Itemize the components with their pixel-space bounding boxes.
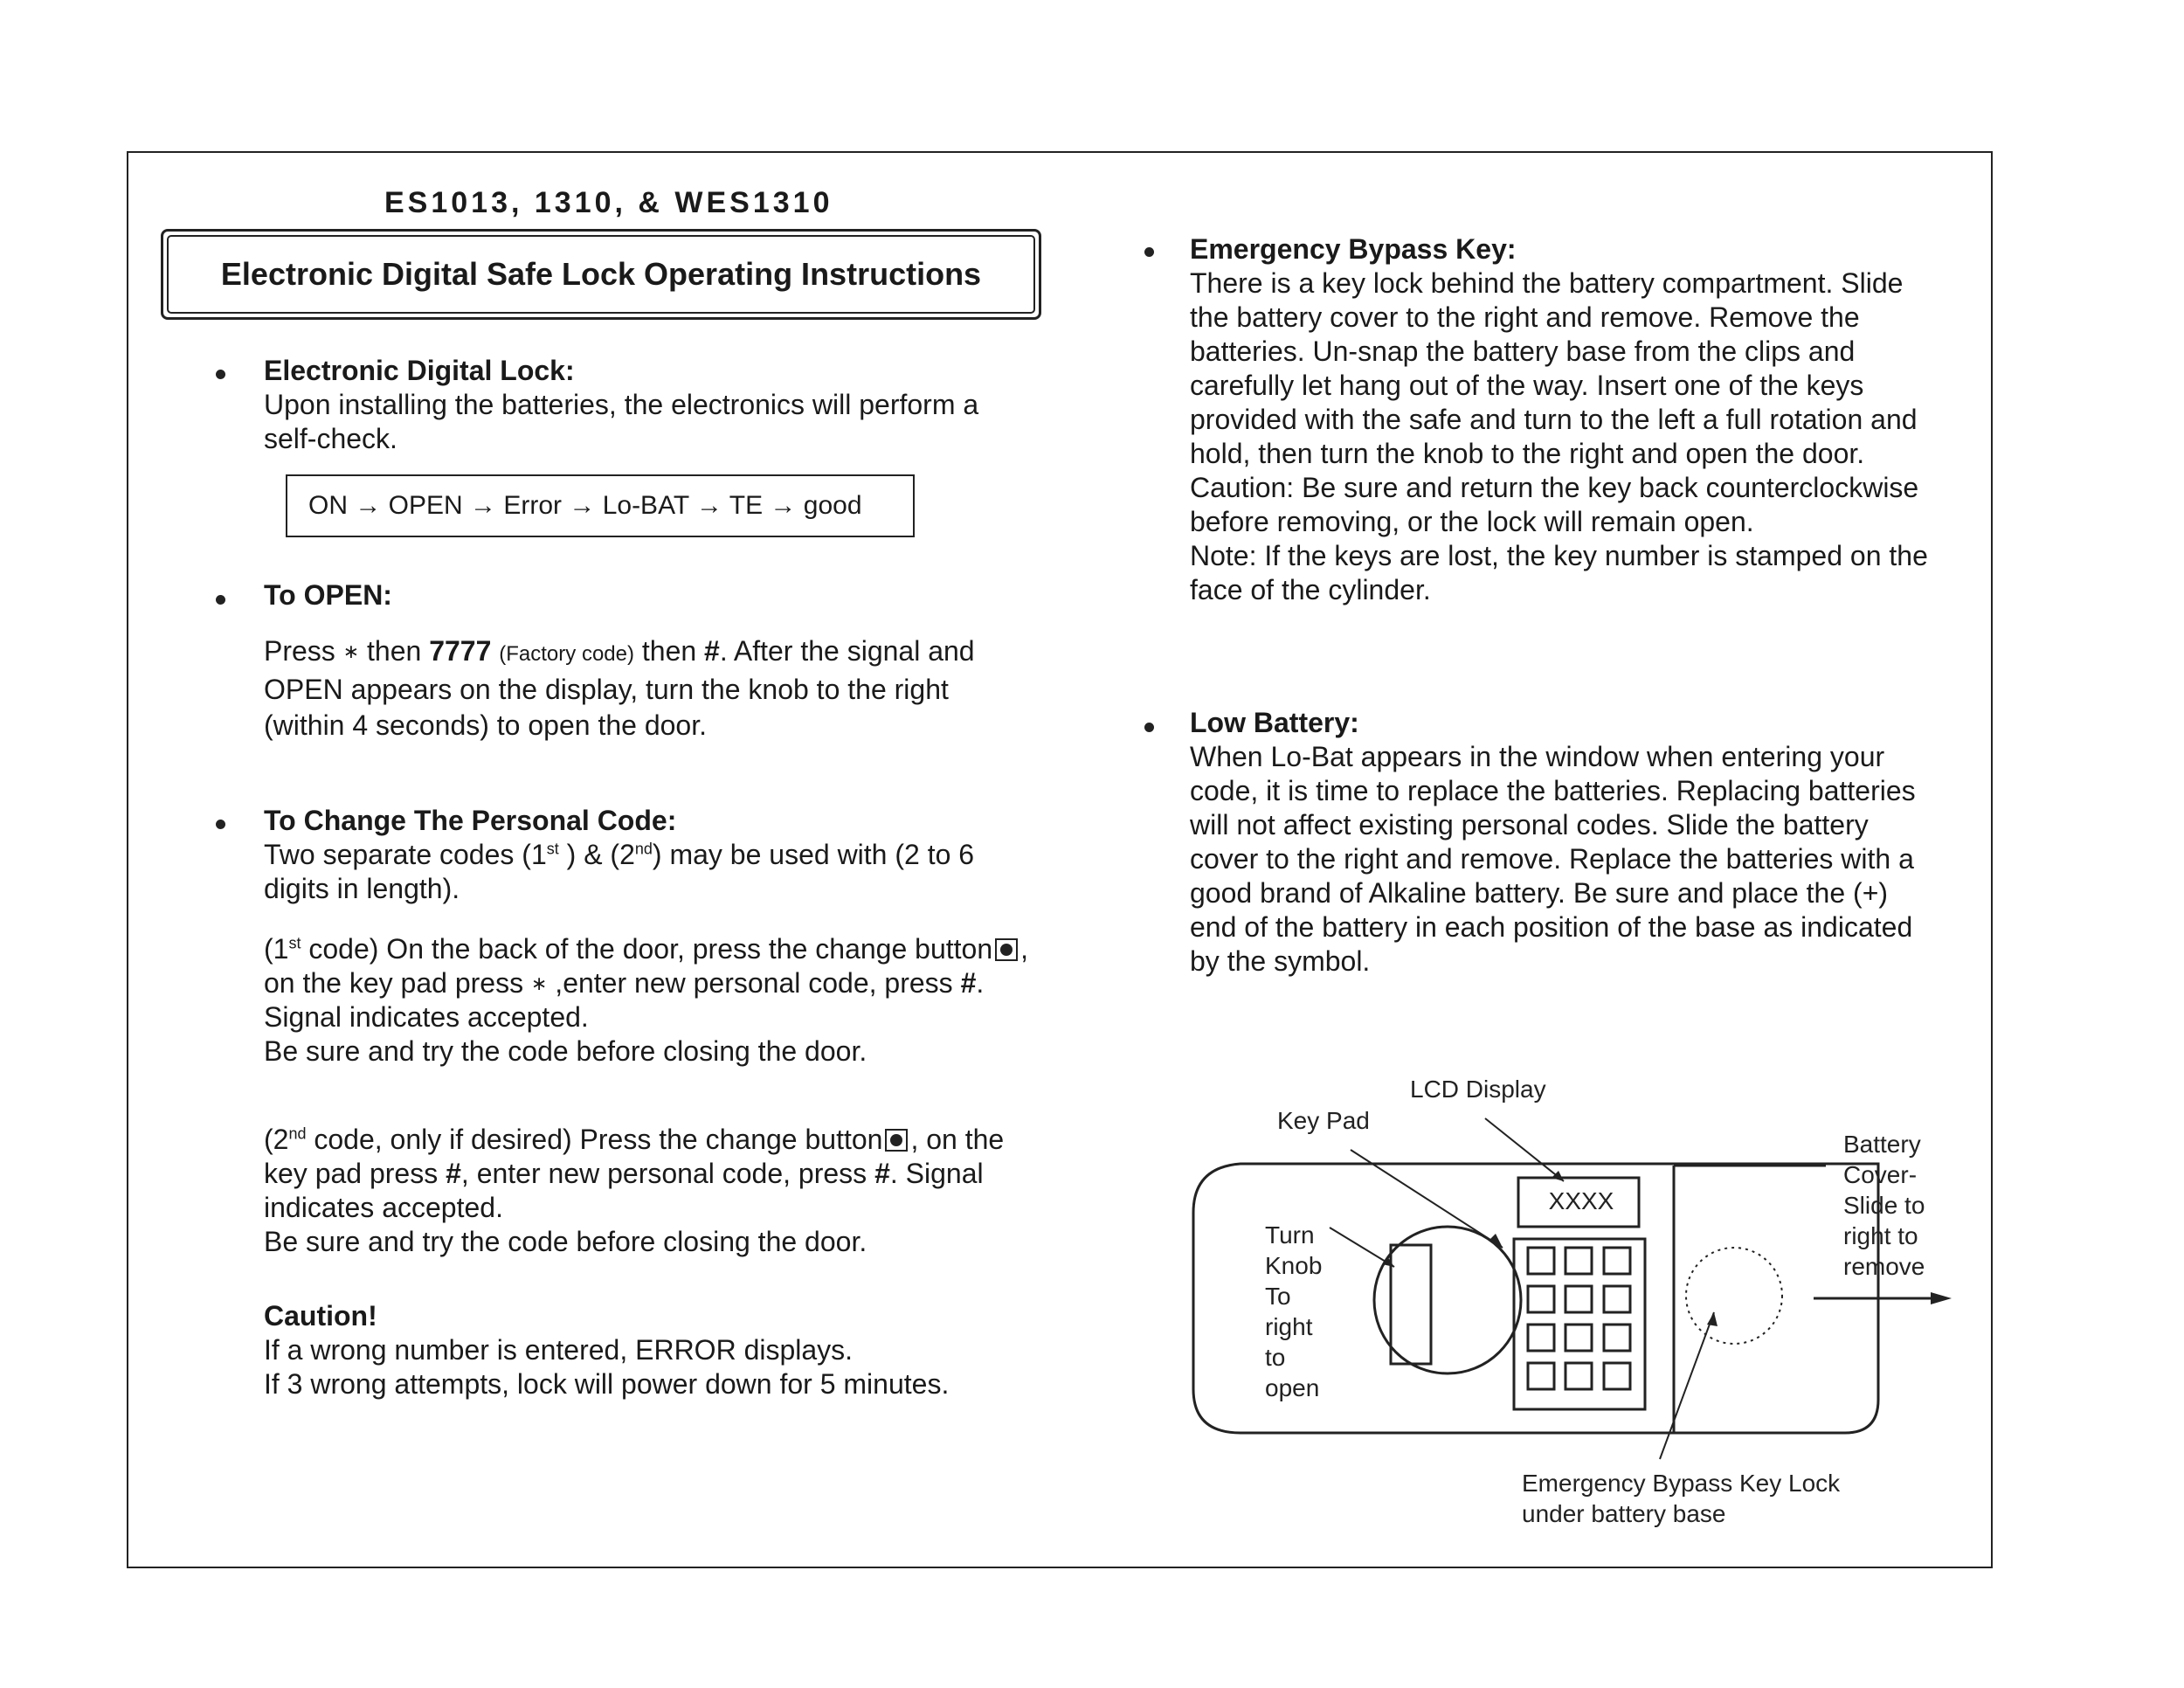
self-check-sequence: ON → OPEN → Error → Lo-BAT → TE → good (286, 474, 915, 537)
lcd-display-label: LCD Display (1410, 1076, 1546, 1103)
section-change-code: To Change The Personal Code: Two separate codes (1st ) & (2nd) may be used with (2 to 6 digits in length). (1st code) On the back of the door, press the change button , on the key pad press ∗ ,enter new personal code, press #. Signal indicates accepted. Be sure and try the code before closing the door. (2nd code, only if desired) Press the change button , on the key pad press #, enter new personal code, press #. Signal indicates accepted. Be sure and try the code before closing the door. (264, 804, 1033, 1259)
bypass-lock-label: Emergency Bypass Key Lock under battery base (1522, 1470, 1841, 1527)
section-heading: Low Battery: (1190, 707, 1359, 738)
star-key-icon: ∗ (342, 640, 360, 662)
section-heading: Electronic Digital Lock: (264, 355, 575, 386)
hash-key: # (704, 635, 720, 667)
open-instructions: Press ∗ then 7777 (Factory code) then #. After the signal and OPEN appears on the display, turn the knob to the right (within 4 seconds) to open the door. (264, 635, 975, 741)
factory-code: 7777 (429, 635, 492, 667)
second-code-instructions: (2nd code, only if desired) Press the change button , on the key pad press #, enter new personal code, press #. Signal indicates accepted. (264, 1124, 1005, 1223)
section-body: Upon installing the batteries, the electronics will perform a self-check. (264, 389, 979, 454)
keypad-keys (1528, 1248, 1630, 1389)
section-bypass-key: Emergency Bypass Key: There is a key lock behind the battery compartment. Slide the battery cover to the right and remove. Remove the batteries. Un-snap the battery base from the clips and carefully let hang out of the way. Insert one of the keys provided with the safe and turn to the left a full rotation and hold, then turn the knob to the right and open the door. Caution: Be sure and return the key back counterclockwise before removing, or the lock will remain open. Note: If the keys are lost, the key number is stamped on the face of the cylinder. (1190, 232, 1941, 607)
star-key-icon: ∗ (530, 972, 548, 994)
section-heading: To Change The Personal Code: (264, 805, 677, 836)
section-heading: Caution! (264, 1300, 377, 1332)
keypad-label: Key Pad (1277, 1107, 1370, 1134)
battery-cover-label: Battery Cover- Slide to right to remove (1843, 1131, 1925, 1280)
knob-handle (1391, 1245, 1431, 1364)
section-heading: To OPEN: (264, 579, 392, 611)
knob-icon (1374, 1227, 1521, 1373)
bypass-lock-icon (1686, 1248, 1782, 1344)
first-code-instructions: (1st code) On the back of the door, press the change button , on the key pad press ∗ ,enter new personal code, press #. Signal indicates accepted. (264, 933, 1028, 1033)
model-number: ES1013, 1310, & WES1310 (384, 186, 833, 219)
lcd-display-text: XXXX (1548, 1187, 1614, 1214)
section-heading: Emergency Bypass Key: (1190, 233, 1517, 265)
knob-label: Turn Knob To right to open (1265, 1221, 1323, 1401)
page-title: Electronic Digital Safe Lock Operating Instructions (167, 235, 1035, 314)
bypass-pointer (1660, 1312, 1714, 1459)
lcd-pointer (1485, 1118, 1564, 1181)
section-caution: Caution! If a wrong number is entered, ERROR displays. If 3 wrong attempts, lock will power down for 5 minutes. (264, 1299, 1033, 1401)
change-intro: Two separate codes (1st ) & (2nd) may be used with (2 to 6 digits in length). (264, 839, 975, 904)
section-low-battery: Low Battery: When Lo-Bat appears in the window when entering your code, it is time to replace the batteries. Replacing batteries will not affect existing personal codes. Slide the battery cover to the right and remove. Replace the batteries with a good brand of Alkaline battery. Be sure and place the (+) end of the battery in each position of the base as indicated by the symbol. (1190, 706, 1941, 979)
